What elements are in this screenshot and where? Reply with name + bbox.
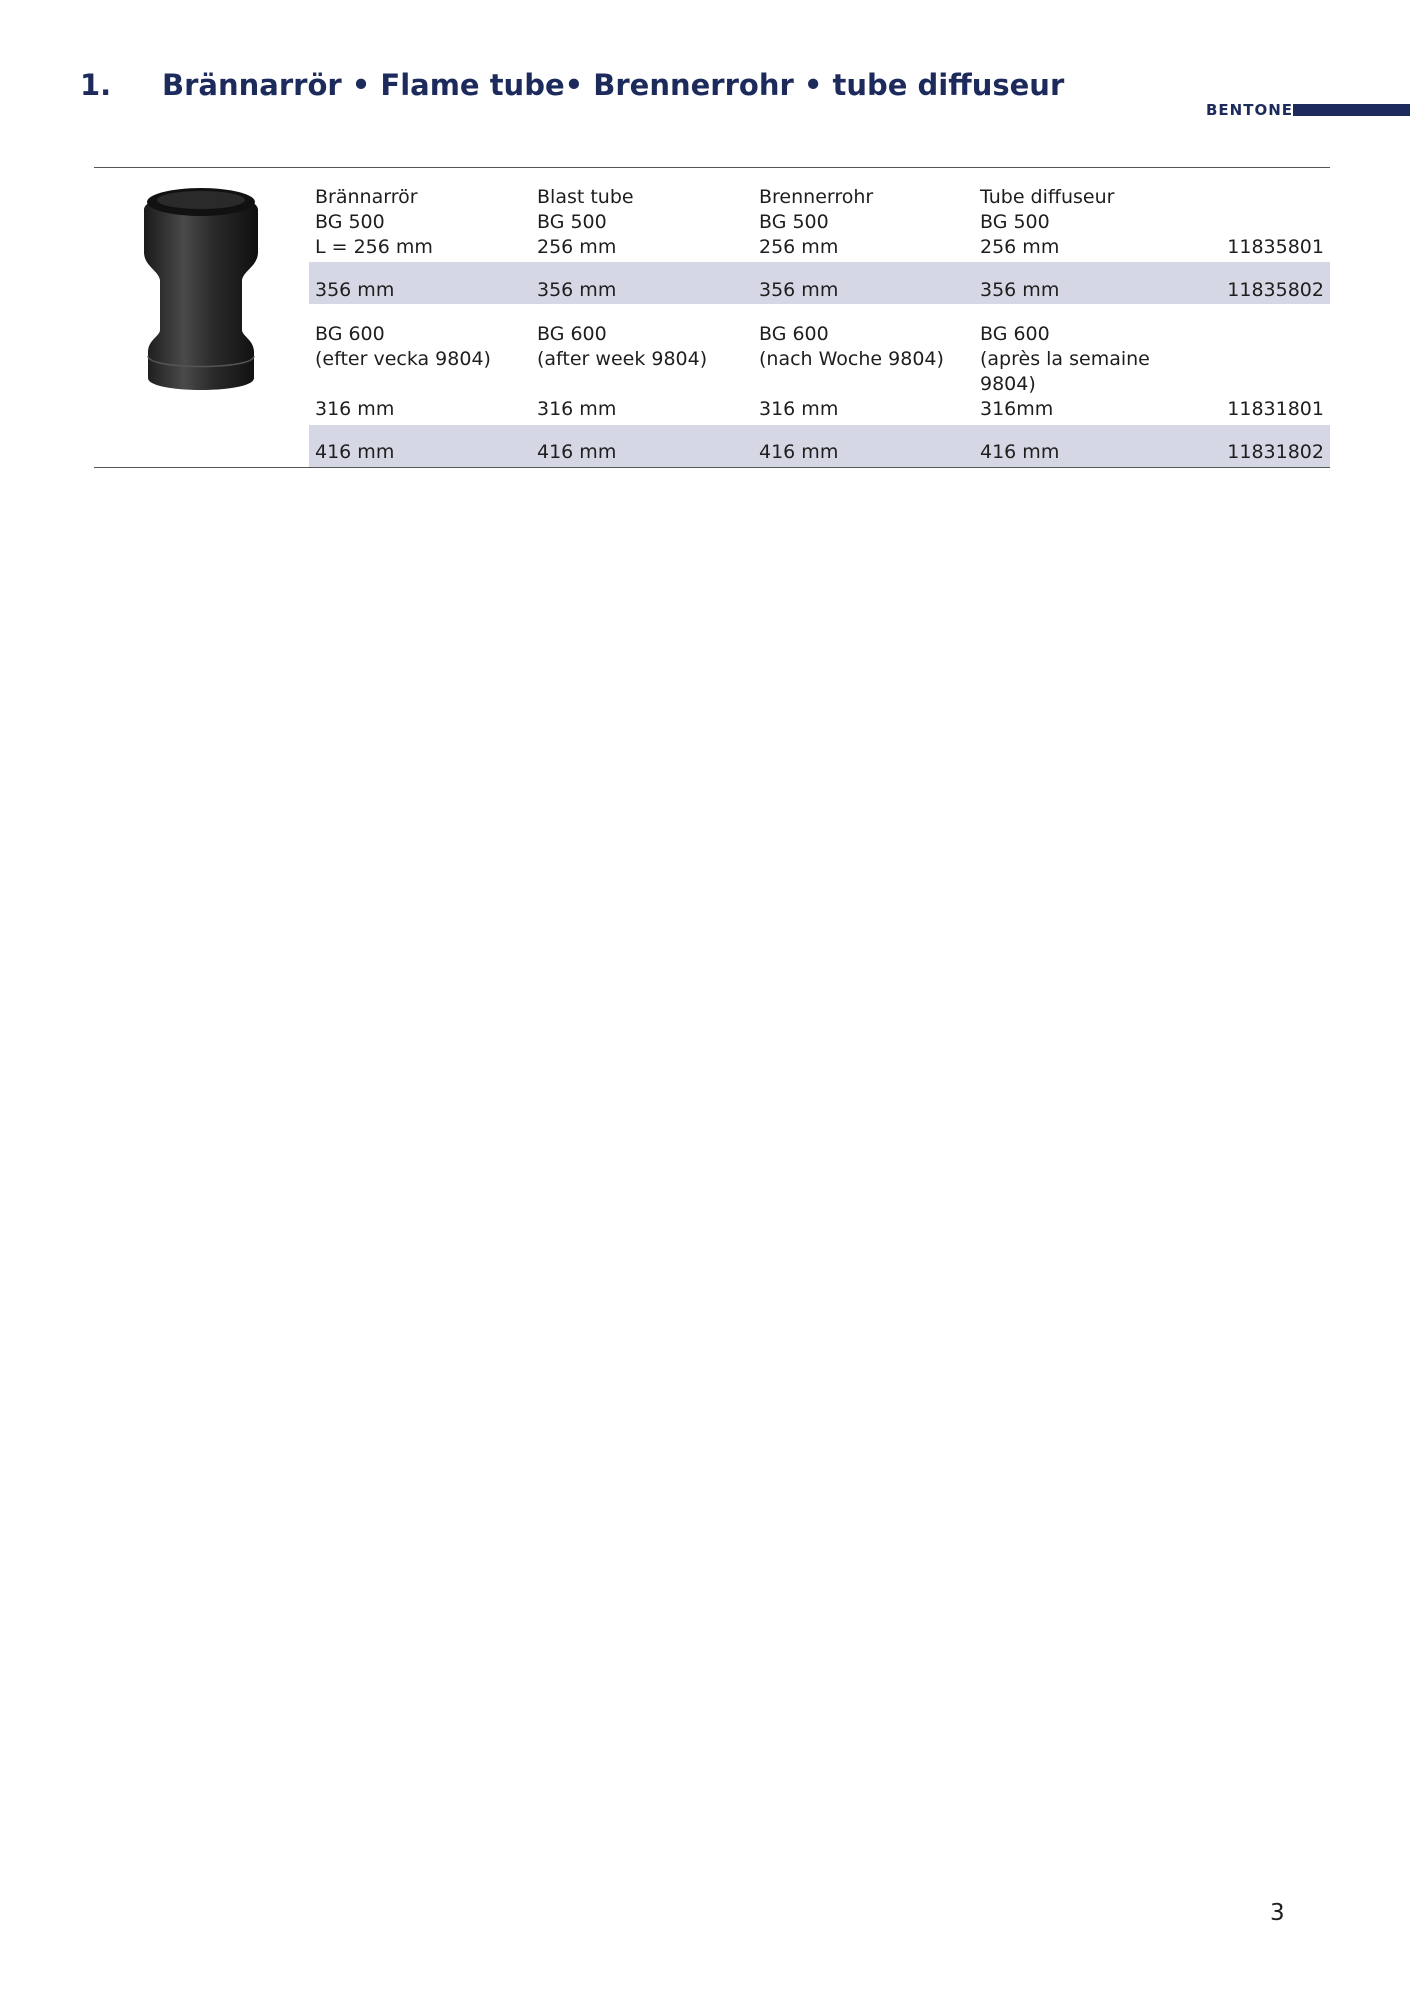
table-cell: BG 600 (after week 9804) 316 mm (537, 323, 708, 420)
section-heading (80, 68, 1064, 102)
page-number: 3 (1270, 1900, 1285, 1926)
table-top-rule (94, 167, 1330, 168)
brand-label: BENTONE (1206, 101, 1294, 119)
table-cell: Blast tube BG 500 256 mm (537, 186, 634, 258)
table-cell: 416 mm (315, 441, 395, 463)
table-cell: 416 mm (537, 441, 617, 463)
table-cell: 356 mm (980, 279, 1060, 301)
table-cell: Brännarrör BG 500 L = 256 mm (315, 186, 433, 258)
table-bottom-rule (94, 467, 1330, 468)
table-cell: 416 mm (980, 441, 1060, 463)
table-cell: Brennerrohr BG 500 256 mm (759, 186, 874, 258)
flame-tube-photo (138, 180, 264, 394)
article-number: 11835801 (1227, 236, 1324, 258)
table-cell: 356 mm (759, 279, 839, 301)
table-cell: BG 600 (après la semaine 9804) 316mm (980, 323, 1150, 420)
article-number: 11831801 (1227, 398, 1324, 420)
table-cell: 356 mm (315, 279, 395, 301)
table-cell: 416 mm (759, 441, 839, 463)
brand-bar (1293, 104, 1410, 116)
section-number: 1. (80, 68, 112, 102)
table-cell: 356 mm (537, 279, 617, 301)
table-cell: BG 600 (nach Woche 9804) 316 mm (759, 323, 944, 420)
article-number: 11835802 (1227, 279, 1324, 301)
table-cell: BG 600 (efter vecka 9804) 316 mm (315, 323, 491, 420)
section-title: Brännarrör • Flame tube• Brennerrohr • tube diffuseur (162, 68, 1065, 102)
article-number: 11831802 (1227, 441, 1324, 463)
table-cell: Tube diffuseur BG 500 256 mm (980, 186, 1115, 258)
